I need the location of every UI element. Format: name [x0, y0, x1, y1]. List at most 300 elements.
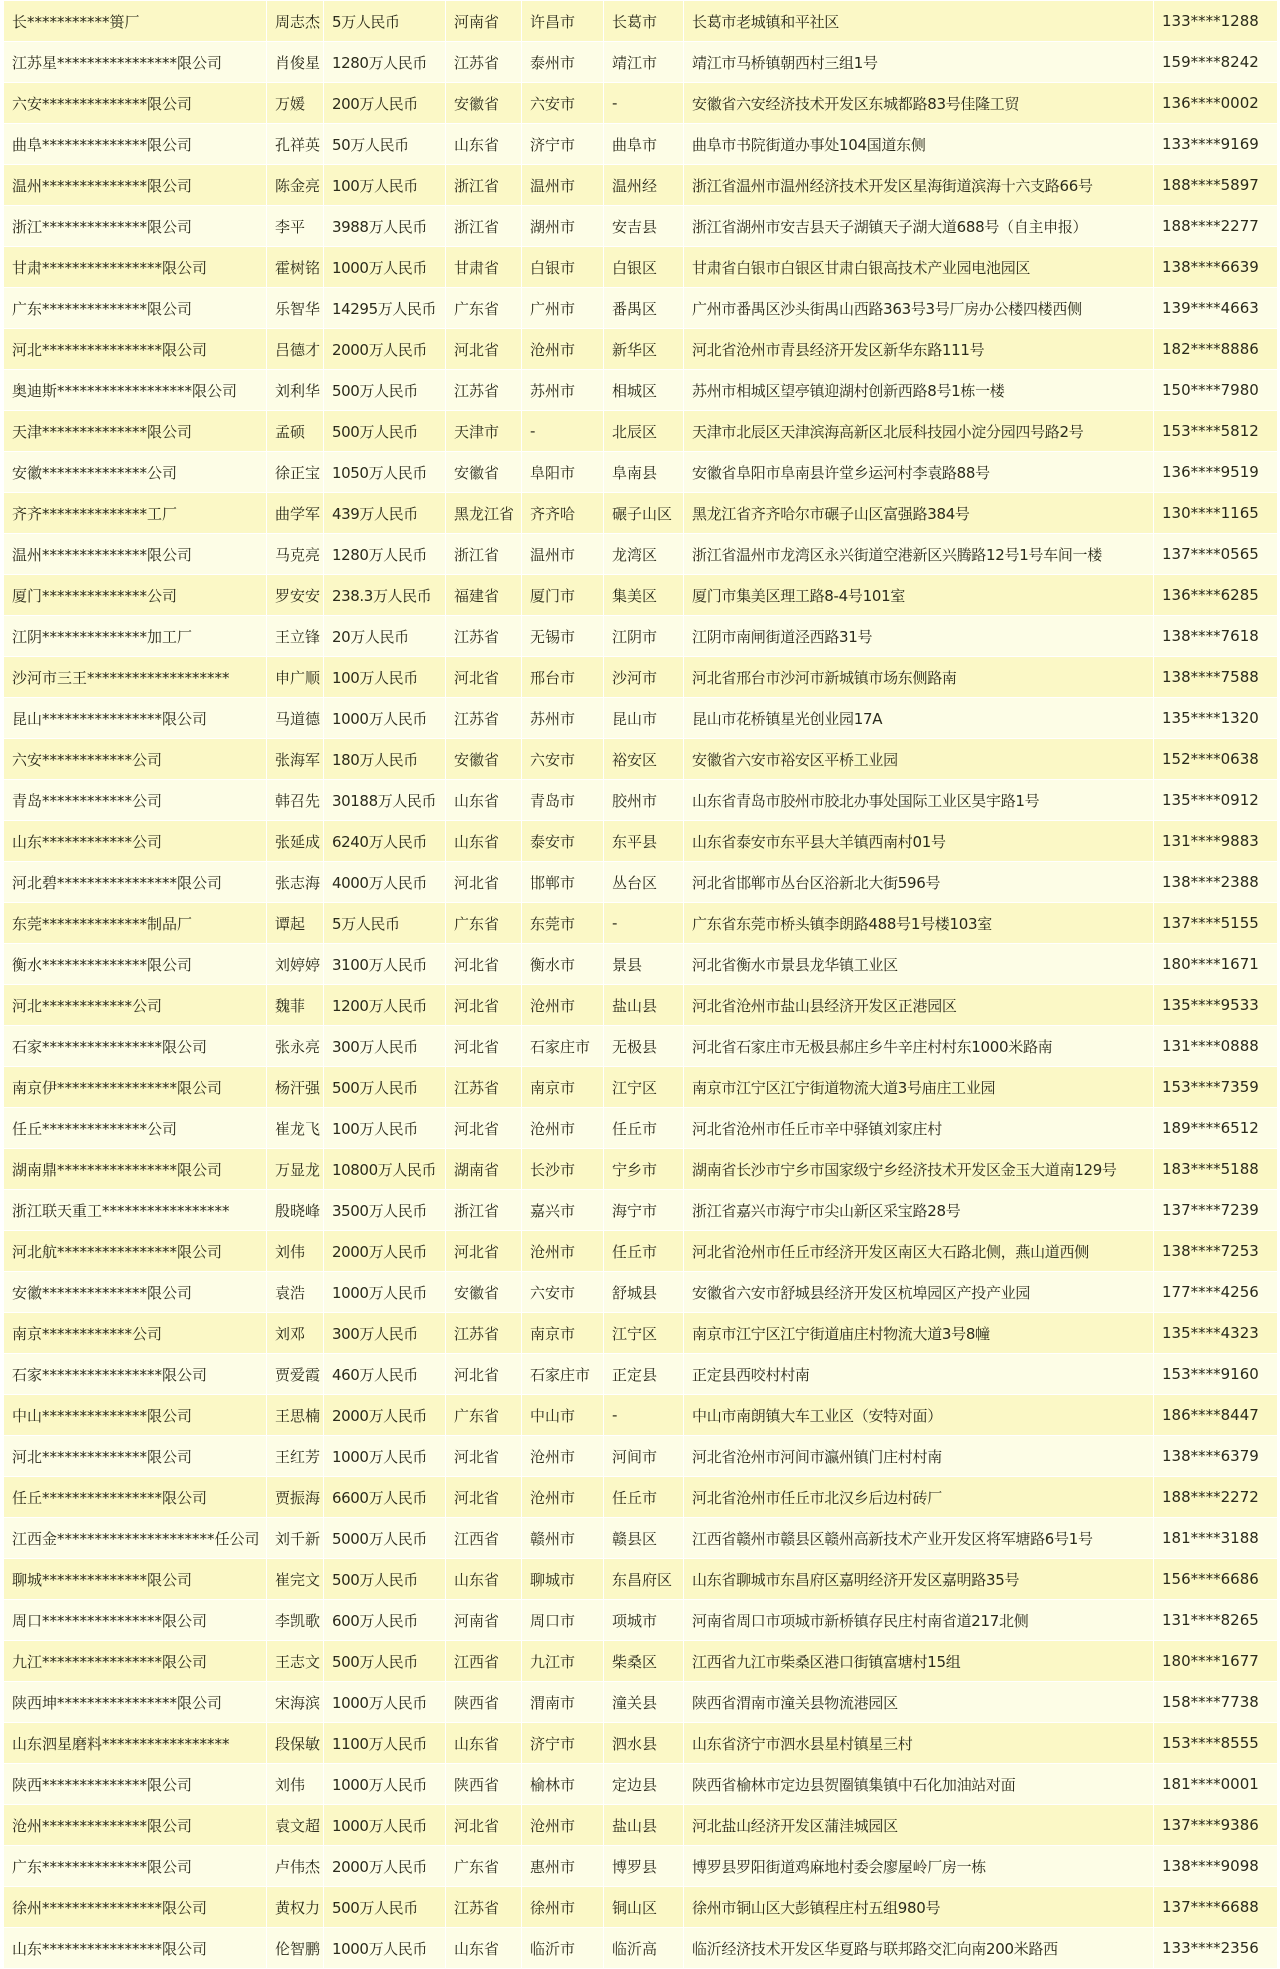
company-name-cell: 广东**************限公司	[4, 1846, 267, 1887]
district-cell: 胶州市	[604, 780, 684, 821]
table-row	[4, 1067, 1278, 1108]
registered-capital-cell: 10800万人民币	[324, 1149, 446, 1190]
company-name-cell: 南京************公司	[4, 1313, 267, 1354]
address-cell: 河北盐山经济开发区蒲洼城园区	[684, 1805, 1154, 1846]
company-name-cell: 厦门**************公司	[4, 575, 267, 616]
table-row	[4, 83, 1278, 124]
legal-person-cell: 王思楠	[267, 1395, 324, 1436]
legal-person-cell: 袁浩	[267, 1272, 324, 1313]
district-cell: 沙河市	[604, 657, 684, 698]
city-cell: 青岛市	[522, 780, 604, 821]
address-cell: 中山市南朗镇大车工业区（安特对面）	[684, 1395, 1154, 1436]
district-cell: 任丘市	[604, 1231, 684, 1272]
table-row	[4, 1682, 1278, 1723]
province-cell: 天津市	[446, 411, 522, 452]
company-name-cell: 沧州**************限公司	[4, 1805, 267, 1846]
table-row	[4, 206, 1278, 247]
table-row	[4, 247, 1278, 288]
table-row	[4, 780, 1278, 821]
district-cell: 江宁区	[604, 1067, 684, 1108]
city-cell: 六安市	[522, 83, 604, 124]
province-cell: 江苏省	[446, 698, 522, 739]
city-cell: 苏州市	[522, 698, 604, 739]
company-name-cell: 青岛************公司	[4, 780, 267, 821]
registered-capital-cell: 100万人民币	[324, 657, 446, 698]
company-name-cell: 浙江**************限公司	[4, 206, 267, 247]
company-name-cell: 聊城**************限公司	[4, 1559, 267, 1600]
phone-cell: 182****8886	[1154, 329, 1278, 370]
address-cell: 河北省沧州市任丘市辛中驿镇刘家庄村	[684, 1108, 1154, 1149]
province-cell: 黑龙江省	[446, 493, 522, 534]
company-name-cell: 山东泗星磨料*****************	[4, 1723, 267, 1764]
company-name-cell: 周口****************限公司	[4, 1600, 267, 1641]
province-cell: 河北省	[446, 1477, 522, 1518]
phone-cell: 188****2277	[1154, 206, 1278, 247]
province-cell: 广东省	[446, 903, 522, 944]
city-cell: 沧州市	[522, 1477, 604, 1518]
legal-person-cell: 卢伟杰	[267, 1846, 324, 1887]
district-cell: 潼关县	[604, 1682, 684, 1723]
phone-cell: 181****3188	[1154, 1518, 1278, 1559]
registered-capital-cell: 1000万人民币	[324, 1764, 446, 1805]
legal-person-cell: 孟硕	[267, 411, 324, 452]
province-cell: 河南省	[446, 1, 522, 42]
legal-person-cell: 张海军	[267, 739, 324, 780]
district-cell: 新华区	[604, 329, 684, 370]
table-row	[4, 1641, 1278, 1682]
district-cell: 盐山县	[604, 1805, 684, 1846]
province-cell: 山东省	[446, 1723, 522, 1764]
city-cell: -	[522, 411, 604, 452]
district-cell: 博罗县	[604, 1846, 684, 1887]
table-row	[4, 1354, 1278, 1395]
district-cell: 长葛市	[604, 1, 684, 42]
registered-capital-cell: 14295万人民币	[324, 288, 446, 329]
table-row	[4, 1723, 1278, 1764]
registered-capital-cell: 20万人民币	[324, 616, 446, 657]
company-name-cell: 河北**************限公司	[4, 1436, 267, 1477]
city-cell: 许昌市	[522, 1, 604, 42]
district-cell: 江宁区	[604, 1313, 684, 1354]
district-cell: 曲阜市	[604, 124, 684, 165]
address-cell: 江西省九江市柴桑区港口街镇富塘村15组	[684, 1641, 1154, 1682]
phone-cell: 135****0912	[1154, 780, 1278, 821]
company-name-cell: 衡水**************限公司	[4, 944, 267, 985]
city-cell: 石家庄市	[522, 1354, 604, 1395]
registered-capital-cell: 1000万人民币	[324, 247, 446, 288]
address-cell: 靖江市马桥镇朝西村三组1号	[684, 42, 1154, 83]
registered-capital-cell: 6600万人民币	[324, 1477, 446, 1518]
address-cell: 浙江省湖州市安吉县天子湖镇天子湖大道688号（自主申报）	[684, 206, 1154, 247]
district-cell: 丛台区	[604, 862, 684, 903]
phone-cell: 137****5155	[1154, 903, 1278, 944]
table-row	[4, 944, 1278, 985]
address-cell: 长葛市老城镇和平社区	[684, 1, 1154, 42]
company-name-cell: 任丘**************公司	[4, 1108, 267, 1149]
table-row	[4, 1231, 1278, 1272]
registered-capital-cell: 5000万人民币	[324, 1518, 446, 1559]
registered-capital-cell: 100万人民币	[324, 1108, 446, 1149]
phone-cell: 150****7980	[1154, 370, 1278, 411]
district-cell: 舒城县	[604, 1272, 684, 1313]
district-cell: 相城区	[604, 370, 684, 411]
registered-capital-cell: 3988万人民币	[324, 206, 446, 247]
address-cell: 浙江省嘉兴市海宁市尖山新区采宝路28号	[684, 1190, 1154, 1231]
legal-person-cell: 王立锋	[267, 616, 324, 657]
district-cell: 项城市	[604, 1600, 684, 1641]
address-cell: 陕西省渭南市潼关县物流港园区	[684, 1682, 1154, 1723]
legal-person-cell: 罗安安	[267, 575, 324, 616]
city-cell: 温州市	[522, 534, 604, 575]
district-cell: 东昌府区	[604, 1559, 684, 1600]
registered-capital-cell: 500万人民币	[324, 1559, 446, 1600]
company-name-cell: 安徽**************公司	[4, 452, 267, 493]
province-cell: 河北省	[446, 1108, 522, 1149]
registered-capital-cell: 100万人民币	[324, 165, 446, 206]
table-row	[4, 329, 1278, 370]
district-cell: 柴桑区	[604, 1641, 684, 1682]
phone-cell: 131****8265	[1154, 1600, 1278, 1641]
phone-cell: 153****8555	[1154, 1723, 1278, 1764]
phone-cell: 158****7738	[1154, 1682, 1278, 1723]
district-cell: 江阴市	[604, 616, 684, 657]
address-cell: 河南省周口市项城市新桥镇存民庄村南省道217北侧	[684, 1600, 1154, 1641]
table-row	[4, 42, 1278, 83]
phone-cell: 152****0638	[1154, 739, 1278, 780]
city-cell: 泰安市	[522, 821, 604, 862]
company-name-cell: 甘肃****************限公司	[4, 247, 267, 288]
legal-person-cell: 万媛	[267, 83, 324, 124]
legal-person-cell: 乐智华	[267, 288, 324, 329]
legal-person-cell: 黄权力	[267, 1887, 324, 1928]
table-row	[4, 1846, 1278, 1887]
address-cell: 甘肃省白银市白银区甘肃白银高技术产业园电池园区	[684, 247, 1154, 288]
phone-cell: 138****7253	[1154, 1231, 1278, 1272]
province-cell: 山东省	[446, 1559, 522, 1600]
table-row	[4, 575, 1278, 616]
table-row	[4, 1, 1278, 42]
registered-capital-cell: 6240万人民币	[324, 821, 446, 862]
city-cell: 渭南市	[522, 1682, 604, 1723]
district-cell: 东平县	[604, 821, 684, 862]
phone-cell: 138****9098	[1154, 1846, 1278, 1887]
phone-cell: 181****0001	[1154, 1764, 1278, 1805]
city-cell: 南京市	[522, 1067, 604, 1108]
phone-cell: 136****6285	[1154, 575, 1278, 616]
registered-capital-cell: 600万人民币	[324, 1600, 446, 1641]
address-cell: 河北省邢台市沙河市新城镇市场东侧路南	[684, 657, 1154, 698]
company-name-cell: 山东****************限公司	[4, 1928, 267, 1969]
table-row	[4, 1436, 1278, 1477]
phone-cell: 131****9883	[1154, 821, 1278, 862]
province-cell: 河北省	[446, 1805, 522, 1846]
table-row	[4, 657, 1278, 698]
phone-cell: 137****7239	[1154, 1190, 1278, 1231]
city-cell: 沧州市	[522, 329, 604, 370]
company-name-cell: 陕西坤****************限公司	[4, 1682, 267, 1723]
city-cell: 济宁市	[522, 124, 604, 165]
city-cell: 厦门市	[522, 575, 604, 616]
company-name-cell: 徐州****************限公司	[4, 1887, 267, 1928]
province-cell: 安徽省	[446, 83, 522, 124]
city-cell: 周口市	[522, 1600, 604, 1641]
legal-person-cell: 王志文	[267, 1641, 324, 1682]
phone-cell: 186****8447	[1154, 1395, 1278, 1436]
province-cell: 广东省	[446, 288, 522, 329]
table-row	[4, 1559, 1278, 1600]
company-name-cell: 天津**************限公司	[4, 411, 267, 452]
city-cell: 广州市	[522, 288, 604, 329]
address-cell: 临沂经济技术开发区华夏路与联邦路交汇向南200米路西	[684, 1928, 1154, 1969]
city-cell: 临沂市	[522, 1928, 604, 1969]
phone-cell: 138****2388	[1154, 862, 1278, 903]
district-cell: 任丘市	[604, 1477, 684, 1518]
phone-cell: 180****1677	[1154, 1641, 1278, 1682]
phone-cell: 137****9386	[1154, 1805, 1278, 1846]
province-cell: 江苏省	[446, 1067, 522, 1108]
table-row	[4, 1764, 1278, 1805]
legal-person-cell: 谭起	[267, 903, 324, 944]
legal-person-cell: 宋海滨	[267, 1682, 324, 1723]
company-name-cell: 湖南鼎****************限公司	[4, 1149, 267, 1190]
phone-cell: 177****4256	[1154, 1272, 1278, 1313]
company-name-cell: 长***********篑厂	[4, 1, 267, 42]
address-cell: 曲阜市书院街道办事处104国道东侧	[684, 124, 1154, 165]
company-name-cell: 昆山****************限公司	[4, 698, 267, 739]
table-row	[4, 1518, 1278, 1559]
address-cell: 南京市江宁区江宁街道物流大道3号庙庄工业园	[684, 1067, 1154, 1108]
address-cell: 河北省衡水市景县龙华镇工业区	[684, 944, 1154, 985]
table-row	[4, 452, 1278, 493]
registered-capital-cell: 200万人民币	[324, 83, 446, 124]
address-cell: 山东省青岛市胶州市胶北办事处国际工业区昊宇路1号	[684, 780, 1154, 821]
legal-person-cell: 李凯歌	[267, 1600, 324, 1641]
district-cell: 白银区	[604, 247, 684, 288]
registered-capital-cell: 1000万人民币	[324, 1436, 446, 1477]
province-cell: 浙江省	[446, 206, 522, 247]
legal-person-cell: 韩召先	[267, 780, 324, 821]
phone-cell: 133****9169	[1154, 124, 1278, 165]
registered-capital-cell: 2000万人民币	[324, 1231, 446, 1272]
city-cell: 聊城市	[522, 1559, 604, 1600]
company-name-cell: 河北****************限公司	[4, 329, 267, 370]
legal-person-cell: 申广顺	[267, 657, 324, 698]
table-row	[4, 1928, 1278, 1969]
company-name-cell: 河北************公司	[4, 985, 267, 1026]
company-name-cell: 广东**************限公司	[4, 288, 267, 329]
registered-capital-cell: 5万人民币	[324, 1, 446, 42]
registered-capital-cell: 1000万人民币	[324, 1805, 446, 1846]
legal-person-cell: 袁文超	[267, 1805, 324, 1846]
legal-person-cell: 陈金亮	[267, 165, 324, 206]
registered-capital-cell: 3100万人民币	[324, 944, 446, 985]
province-cell: 福建省	[446, 575, 522, 616]
registered-capital-cell: 300万人民币	[324, 1026, 446, 1067]
table-row	[4, 534, 1278, 575]
province-cell: 山东省	[446, 821, 522, 862]
table-row	[4, 1805, 1278, 1846]
address-cell: 安徽省阜阳市阜南县许堂乡运河村李袁路88号	[684, 452, 1154, 493]
province-cell: 浙江省	[446, 534, 522, 575]
legal-person-cell: 吕德才	[267, 329, 324, 370]
province-cell: 甘肃省	[446, 247, 522, 288]
district-cell: 赣县区	[604, 1518, 684, 1559]
address-cell: 昆山市花桥镇星光创业园17A	[684, 698, 1154, 739]
company-name-cell: 石家****************限公司	[4, 1026, 267, 1067]
legal-person-cell: 王红芳	[267, 1436, 324, 1477]
company-name-cell: 温州**************限公司	[4, 165, 267, 206]
address-cell: 广州市番禺区沙头街禺山西路363号3号厂房办公楼四楼西侧	[684, 288, 1154, 329]
city-cell: 九江市	[522, 1641, 604, 1682]
province-cell: 山东省	[446, 124, 522, 165]
table-row	[4, 1108, 1278, 1149]
city-cell: 沧州市	[522, 1231, 604, 1272]
registered-capital-cell: 300万人民币	[324, 1313, 446, 1354]
district-cell: 番禺区	[604, 288, 684, 329]
table-row	[4, 862, 1278, 903]
registered-capital-cell: 460万人民币	[324, 1354, 446, 1395]
legal-person-cell: 刘利华	[267, 370, 324, 411]
legal-person-cell: 刘伟	[267, 1764, 324, 1805]
registered-capital-cell: 500万人民币	[324, 370, 446, 411]
address-cell: 厦门市集美区理工路8-4号101室	[684, 575, 1154, 616]
registered-capital-cell: 500万人民币	[324, 1887, 446, 1928]
table-row	[4, 1395, 1278, 1436]
table-row	[4, 370, 1278, 411]
company-name-cell: 江阴**************加工厂	[4, 616, 267, 657]
company-name-cell: 山东************公司	[4, 821, 267, 862]
company-name-cell: 陕西**************限公司	[4, 1764, 267, 1805]
address-cell: 河北省沧州市河间市瀛州镇门庄村村南	[684, 1436, 1154, 1477]
province-cell: 江苏省	[446, 1313, 522, 1354]
registered-capital-cell: 1200万人民币	[324, 985, 446, 1026]
address-cell: 河北省沧州市任丘市北汉乡后边村砖厂	[684, 1477, 1154, 1518]
province-cell: 山东省	[446, 780, 522, 821]
legal-person-cell: 曲学军	[267, 493, 324, 534]
company-name-cell: 东莞**************制品厂	[4, 903, 267, 944]
city-cell: 白银市	[522, 247, 604, 288]
company-name-cell: 浙江联天重工*****************	[4, 1190, 267, 1231]
city-cell: 沧州市	[522, 985, 604, 1026]
province-cell: 陕西省	[446, 1764, 522, 1805]
phone-cell: 188****2272	[1154, 1477, 1278, 1518]
city-cell: 六安市	[522, 739, 604, 780]
district-cell: 裕安区	[604, 739, 684, 780]
legal-person-cell: 万显龙	[267, 1149, 324, 1190]
registered-capital-cell: 439万人民币	[324, 493, 446, 534]
address-cell: 博罗县罗阳街道鸡麻地村委会廖屋岭厂房一栋	[684, 1846, 1154, 1887]
phone-cell: 133****1288	[1154, 1, 1278, 42]
company-name-cell: 曲阜**************限公司	[4, 124, 267, 165]
phone-cell: 139****4663	[1154, 288, 1278, 329]
legal-person-cell: 刘伟	[267, 1231, 324, 1272]
district-cell: 泗水县	[604, 1723, 684, 1764]
company-name-cell: 河北碧****************限公司	[4, 862, 267, 903]
legal-person-cell: 马道德	[267, 698, 324, 739]
city-cell: 赣州市	[522, 1518, 604, 1559]
table-row	[4, 903, 1278, 944]
city-cell: 惠州市	[522, 1846, 604, 1887]
province-cell: 浙江省	[446, 1190, 522, 1231]
legal-person-cell: 贾爱霞	[267, 1354, 324, 1395]
table-row	[4, 493, 1278, 534]
province-cell: 广东省	[446, 1846, 522, 1887]
legal-person-cell: 刘千新	[267, 1518, 324, 1559]
district-cell: 宁乡市	[604, 1149, 684, 1190]
table-row	[4, 288, 1278, 329]
registered-capital-cell: 1100万人民币	[324, 1723, 446, 1764]
legal-person-cell: 肖俊星	[267, 42, 324, 83]
city-cell: 长沙市	[522, 1149, 604, 1190]
district-cell: 安吉县	[604, 206, 684, 247]
city-cell: 齐齐哈	[522, 493, 604, 534]
table-row	[4, 821, 1278, 862]
address-cell: 安徽省六安市裕安区平桥工业园	[684, 739, 1154, 780]
company-name-cell: 齐齐**************工厂	[4, 493, 267, 534]
address-cell: 天津市北辰区天津滨海高新区北辰科技园小淀分园四号路2号	[684, 411, 1154, 452]
address-cell: 山东省聊城市东昌府区嘉明经济开发区嘉明路35号	[684, 1559, 1154, 1600]
phone-cell: 138****6639	[1154, 247, 1278, 288]
company-name-cell: 江西金*********************任公司	[4, 1518, 267, 1559]
city-cell: 衡水市	[522, 944, 604, 985]
company-name-cell: 安徽**************限公司	[4, 1272, 267, 1313]
phone-cell: 137****6688	[1154, 1887, 1278, 1928]
province-cell: 河北省	[446, 329, 522, 370]
legal-person-cell: 马克亮	[267, 534, 324, 575]
legal-person-cell: 李平	[267, 206, 324, 247]
table-row	[4, 1887, 1278, 1928]
province-cell: 河北省	[446, 944, 522, 985]
table-row	[4, 124, 1278, 165]
district-cell: 昆山市	[604, 698, 684, 739]
address-cell: 河北省沧州市青县经济开发区新华东路111号	[684, 329, 1154, 370]
company-name-cell: 沙河市三王*******************	[4, 657, 267, 698]
province-cell: 河北省	[446, 862, 522, 903]
table-row	[4, 1272, 1278, 1313]
district-cell: 景县	[604, 944, 684, 985]
address-cell: 山东省济宁市泗水县星村镇星三村	[684, 1723, 1154, 1764]
city-cell: 嘉兴市	[522, 1190, 604, 1231]
province-cell: 河北省	[446, 985, 522, 1026]
legal-person-cell: 刘邓	[267, 1313, 324, 1354]
district-cell: 河间市	[604, 1436, 684, 1477]
company-name-cell: 江苏星****************限公司	[4, 42, 267, 83]
province-cell: 山东省	[446, 1928, 522, 1969]
legal-person-cell: 杨汗强	[267, 1067, 324, 1108]
address-cell: 河北省沧州市任丘市经济开发区南区大石路北侧，燕山道西侧	[684, 1231, 1154, 1272]
phone-cell: 136****0002	[1154, 83, 1278, 124]
city-cell: 沧州市	[522, 1805, 604, 1846]
company-name-cell: 九江****************限公司	[4, 1641, 267, 1682]
province-cell: 河北省	[446, 1436, 522, 1477]
district-cell: 阜南县	[604, 452, 684, 493]
table-row	[4, 1190, 1278, 1231]
legal-person-cell: 孔祥英	[267, 124, 324, 165]
address-cell: 河北省邯郸市丛台区浴新北大街596号	[684, 862, 1154, 903]
address-cell: 山东省泰安市东平县大羊镇西南村01号	[684, 821, 1154, 862]
district-cell: 铜山区	[604, 1887, 684, 1928]
district-cell: 临沂高	[604, 1928, 684, 1969]
address-cell: 浙江省温州市温州经济技术开发区星海街道滨海十六支路66号	[684, 165, 1154, 206]
address-cell: 河北省沧州市盐山县经济开发区正港园区	[684, 985, 1154, 1026]
district-cell: 盐山县	[604, 985, 684, 1026]
legal-person-cell: 刘婷婷	[267, 944, 324, 985]
registered-capital-cell: 5万人民币	[324, 903, 446, 944]
district-cell: 龙湾区	[604, 534, 684, 575]
registered-capital-cell: 238.3万人民币	[324, 575, 446, 616]
registered-capital-cell: 3500万人民币	[324, 1190, 446, 1231]
district-cell: 任丘市	[604, 1108, 684, 1149]
